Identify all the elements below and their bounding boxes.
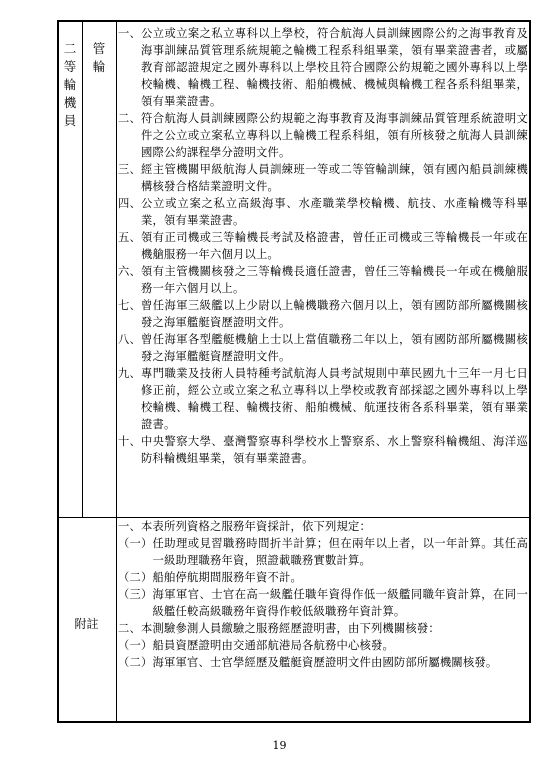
qualification-item	[118, 331, 528, 365]
item-number: 五、	[118, 231, 141, 244]
item-text: 公立或立案之私立高級海事、水產職業學校輪機、航技、水產輪機等科畢業，領有畢業證書。	[141, 197, 528, 227]
note-text: 任助理或見習職務時間折半計算；但在兩年以上者，以一年計算。其任高一級助理職務年資，照證載職務實數計算。	[152, 537, 528, 567]
item-text: 領有正司機或三等輪機長考試及格證書，曾任正司機或三等輪機長一年或在機艙服務一年六個月以上。	[141, 231, 528, 261]
page-number: 19	[272, 739, 287, 752]
qualification-item	[118, 433, 528, 467]
item-number: 四、	[118, 197, 141, 210]
item-text: 中央警察大學、臺灣警察專科學校水上警察系、水上警察科輪機組、海洋巡防科輪機組畢業，領有畢業證書。	[141, 435, 528, 465]
qualification-item	[118, 110, 528, 161]
item-text: 領有主管機關核發之三等輪機長適任證書，曾任三等輪機長一年或在機艙服務一年六個月以上。	[141, 265, 528, 295]
note-text: 海軍軍官、士官在高一級艦任職年資得作低一級艦同職年資計算，在同一級艦任較高級職務年資得作較低級職務年資計算。	[152, 588, 528, 618]
vertical-text	[91, 40, 107, 76]
vertical-text	[62, 40, 78, 130]
note-number: （二）	[118, 656, 153, 669]
item-number: 九、	[118, 367, 141, 380]
vertical-char: 二	[63, 41, 77, 56]
qualification-list	[118, 25, 528, 467]
notes-list	[118, 518, 528, 671]
vertical-char: 員	[63, 113, 77, 128]
qualification-item	[118, 229, 528, 263]
qualification-item	[118, 365, 528, 433]
item-number: 六、	[118, 265, 141, 278]
note-item	[118, 535, 528, 569]
item-text: 公立或立案之私立專科以上學校，符合航海人員訓練國際公約之海事教育及海事訓練品質管理系統規範之輪機工程系科組畢業，領有畢業證書者，或屬教育部認證規定之國外專科以上學校且符合國際公約規範之國外專科以上學校輪機、輪機工程、輪機技術、船舶機械、機械與輪機工程各系科組畢業，領有畢業證書。	[141, 27, 528, 108]
note-item	[118, 654, 528, 671]
note-number: （三）	[118, 588, 153, 601]
item-number: 七、	[118, 299, 141, 312]
note-item	[118, 637, 528, 654]
qualification-item	[118, 297, 528, 331]
note-item	[118, 569, 528, 586]
item-text: 曾任海軍各型艦艇機艙上士以上當值職務二年以上，領有國防部所屬機關核發之海軍艦艇資歷證明文件。	[141, 333, 528, 363]
qualification-item	[118, 195, 528, 229]
note-item	[118, 518, 528, 535]
column-divider-1	[82, 20, 83, 518]
note-text: 船舶停航期間服務年資不計。	[152, 571, 302, 584]
note-number: 二、	[118, 622, 141, 635]
note-number: 一、	[118, 520, 141, 533]
item-text: 符合航海人員訓練國際公約規範之海事教育及海事訓練品質管理系統證明文件之公立或立案私立專科以上輪機工程系科組，領有所核發之航海人員訓練國際公約課程學分證明文件。	[141, 112, 528, 159]
note-number: （一）	[118, 639, 153, 652]
note-item	[118, 586, 528, 620]
notes-label-text: 附註	[74, 617, 99, 631]
note-item	[118, 620, 528, 637]
note-number: （二）	[118, 571, 153, 584]
note-text: 海軍軍官、士官學經歷及艦艇資歷證明文件由國防部所屬機關核發。	[152, 656, 498, 669]
qualification-item	[118, 263, 528, 297]
category-label	[62, 40, 78, 130]
note-text: 船員資歷證明由交通部航港局各航務中心核發。	[152, 639, 394, 652]
item-number: 十、	[118, 435, 141, 448]
qualification-item	[118, 25, 528, 110]
notes-label	[57, 524, 116, 723]
subcategory-label	[91, 40, 107, 76]
column-divider-2	[116, 20, 117, 723]
vertical-char: 管	[92, 41, 106, 56]
item-number: 一、	[118, 27, 141, 40]
note-text: 本表所列資格之服務年資採計，依下列規定：	[141, 520, 371, 533]
item-number: 二、	[118, 112, 141, 125]
vertical-char: 輪	[63, 77, 77, 92]
note-text: 本測驗參測人員繳驗之服務經歷證明書，由下列機關核發：	[141, 622, 440, 635]
vertical-char: 機	[63, 95, 77, 110]
item-text: 專門職業及技術人員特種考試航海人員考試規則中華民國九十三年一月七日修正前，經公立或立案之私立專科以上學校或教育部採認之國外專科以上學校輪機、輪機工程、輪機技術、船舶機械、航運技術各系科畢業，領有畢業證書。	[141, 367, 528, 431]
vertical-char: 輪	[92, 59, 106, 74]
item-text: 經主管機關甲級航海人員訓練班一等或二等管輪訓練，領有國內船員訓練機構核發合格結業證明文件。	[141, 163, 528, 193]
vertical-char: 等	[63, 59, 77, 74]
qualification-item	[118, 161, 528, 195]
item-text: 曾任海軍三級艦以上少尉以上輪機職務六個月以上，領有國防部所屬機關核發之海軍艦艇資歷證明文件。	[141, 299, 528, 329]
note-number: （一）	[118, 537, 153, 550]
item-number: 三、	[118, 163, 141, 176]
item-number: 八、	[118, 333, 141, 346]
